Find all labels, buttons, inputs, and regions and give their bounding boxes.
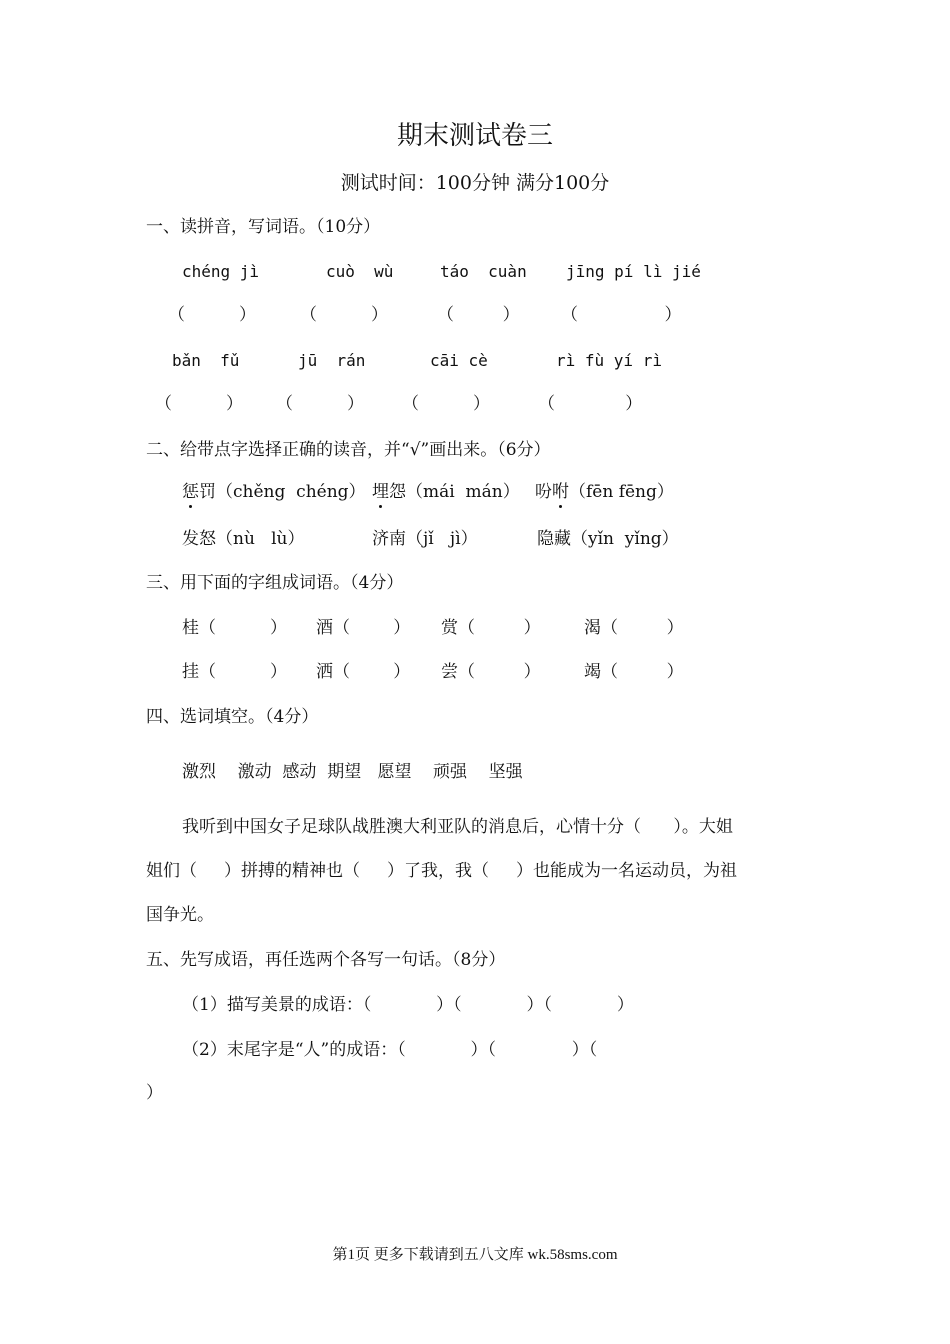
word-build-item[interactable]: 渴（ ） <box>584 618 684 638</box>
answer-blank[interactable]: （ ） <box>300 305 389 325</box>
fill-paragraph-line[interactable]: 姐们（ ）拼搏的精神也（ ）了我，我（ ）也能成为一名运动员，为祖 <box>146 861 738 881</box>
word-build-item[interactable]: 赏（ ） <box>441 618 541 638</box>
pronunciation-item[interactable]: 济南（jǐ jì） <box>372 529 478 549</box>
pinyin-item: cāi cè <box>430 351 488 370</box>
word-build-item[interactable]: 酒（ ） <box>316 618 411 638</box>
section-1-heading: 一、读拼音，写词语。（10分） <box>146 217 381 237</box>
pronunciation-item[interactable]: 埋怨（mái mán） <box>372 482 520 502</box>
dotted-char: 埋 <box>372 482 389 502</box>
pinyin-item: rì fù yí rì <box>556 351 662 370</box>
exam-info: 测试时间：100分钟 满分100分 <box>340 172 610 194</box>
fill-paragraph-line: 国争光。 <box>146 905 214 925</box>
pronunciation-item[interactable]: 隐藏（yǐn yǐng） <box>537 529 679 549</box>
answer-blank[interactable]: （ ） <box>561 305 682 325</box>
word-build-item[interactable]: 桂（ ） <box>182 618 288 638</box>
answer-blank[interactable]: （ ） <box>168 305 257 325</box>
answer-blank[interactable]: （ ） <box>402 394 491 414</box>
answer-blank[interactable]: （ ） <box>155 394 244 414</box>
answer-blank[interactable]: （ ） <box>538 394 643 414</box>
pronunciation-item[interactable]: 发怒（nù lù） <box>182 529 305 549</box>
section-2-heading: 二、给带点字选择正确的读音，并“√”画出来。（6分） <box>146 440 551 460</box>
page-title: 期末测试卷三 <box>396 121 553 151</box>
pinyin-item: jū rán <box>298 351 366 370</box>
dotted-char: 惩 <box>182 482 199 502</box>
answer-blank[interactable]: （ ） <box>437 305 520 325</box>
dotted-char: 咐 <box>552 482 569 502</box>
pinyin-item: cuò wù <box>326 262 394 281</box>
section-4-heading: 四、选词填空。（4分） <box>146 707 319 727</box>
idiom-item-1[interactable]: （1）描写美景的成语：（ ）（ ）（ ） <box>182 995 634 1015</box>
word-bank: 激烈 激动 感动 期望 愿望 顽强 坚强 <box>182 762 523 782</box>
pronunciation-item[interactable]: 惩罚（chěng chéng） <box>182 482 366 502</box>
idiom-item-2[interactable]: （2）末尾字是“人”的成语：（ ）（ ）（ <box>182 1040 598 1060</box>
pinyin-item: jīng pí lì jié <box>566 262 701 281</box>
pinyin-item: bǎn fǔ <box>172 351 240 370</box>
pinyin-item: chéng jì <box>182 262 260 281</box>
pronunciation-item[interactable]: 吩咐（fēn fēng） <box>535 482 674 502</box>
word-build-item[interactable]: 挂（ ） <box>182 662 288 682</box>
page-footer: 第1页 更多下载请到五八文库 wk.58sms.com <box>332 1247 618 1263</box>
section-3-heading: 三、用下面的字组成词语。（4分） <box>146 573 404 593</box>
answer-blank[interactable]: （ ） <box>276 394 365 414</box>
section-5-heading: 五、先写成语，再任选两个各写一句话。（8分） <box>146 950 506 970</box>
word-build-item[interactable]: 洒（ ） <box>316 662 411 682</box>
word-build-item[interactable]: 竭（ ） <box>584 662 684 682</box>
idiom-item-2-tail: ） <box>146 1083 163 1103</box>
pinyin-item: táo cuàn <box>440 262 527 281</box>
fill-paragraph-line[interactable]: 我听到中国女子足球队战胜澳大利亚队的消息后，心情十分（ ）。大姐 <box>182 817 733 837</box>
word-build-item[interactable]: 尝（ ） <box>441 662 541 682</box>
